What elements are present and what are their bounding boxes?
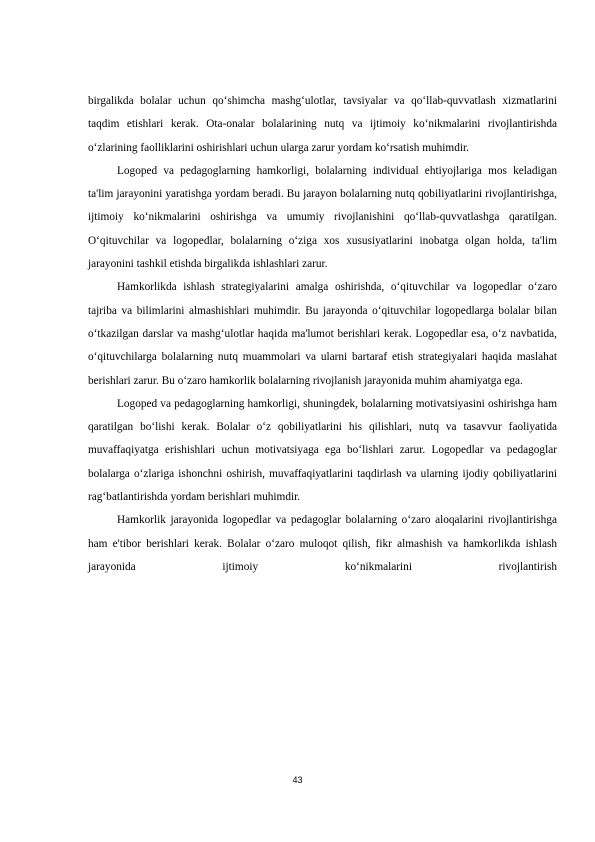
paragraph-1: birgalikda bolalar uchun qo‘shimcha mashg‘ulotlar, tavsiyalar va qo‘llab-quvvatlash xizmatlarini taqdim etishlari kerak. Ota-onalar bolalarining nutq va ijtimoiy ko‘nikmalarini rivojlantirishda o‘zlarining faolliklarini oshirishlari uchun ularga zarur yordam ko‘rsatish muhimdir. (88, 95, 557, 154)
paragraph-5: Hamkorlik jarayonida logopedlar va pedagoglar bolalarning o‘zaro aloqalarini rivojlantirishga ham e'tibor berishlari kerak. Bolalar o‘zaro muloqot qilish, fikr almashish va hamkorlikda ishlash jarayonida ijtimoiy ko‘nikmalarini rivojlantirish (88, 514, 557, 573)
page-number: 43 (292, 775, 303, 785)
paragraph-2: Logoped va pedagoglarning hamkorligi, bolalarning individual ehtiyojlariga mos keladigan ta'lim jarayonini yaratishga yordam beradi. Bu jarayon bolalarning nutq qobiliyatlarini rivojlantirishga, ijtimoiy ko‘nikmalarini oshirishga va umumiy rivojlanishini qo‘llab-quvvatlashga qaratilgan. O‘qituvchilar va logopedlar, bolalarning o‘ziga xos xususiyatlarini inobatga olgan holda, ta'lim jarayonini tashkil etishda birgalikda ishlashlari zarur. (88, 164, 557, 271)
document-body (88, 90, 557, 579)
paragraph-3: Hamkorlikda ishlash strategiyalarini amalga oshirishda, o‘qituvchilar va logopedlar o‘zaro tajriba va bilimlarini almashishlari muhimdir. Bu jarayonda o‘qituvchilar logopedlarga bolalar bilan o‘tkazilgan darslar va mashg‘ulotlar haqida ma'lumot berishlari kerak. Logopedlar esa, o‘z navbatida, o‘qituvchilarga bolalarning nutq muammolari va ularni bartaraf etish strategiyalari haqida maslahat berishlari zarur. Bu o‘zaro hamkorlik bolalarning rivojlanish jarayonida muhim ahamiyatga ega. (88, 281, 557, 387)
paragraph-4: Logoped va pedagoglarning hamkorligi, shuningdek, bolalarning motivatsiyasini oshirishga ham qaratilgan bo‘lishi kerak. Bolalar o‘z qobiliyatlarini his qilishlari, nutq va tasavvur faoliyatida muvaffaqiyatga erishishlari uchun motivatsiyaga ega bo‘lishlari zarur. Logopedlar va pedagoglar bolalarga o‘zlariga ishonchni oshirish, muvaffaqiyatlarini taqdirlash va ularning ijodiy qobiliyatlarini rag‘batlantirishda yordam berishlari muhimdir. (88, 397, 557, 504)
